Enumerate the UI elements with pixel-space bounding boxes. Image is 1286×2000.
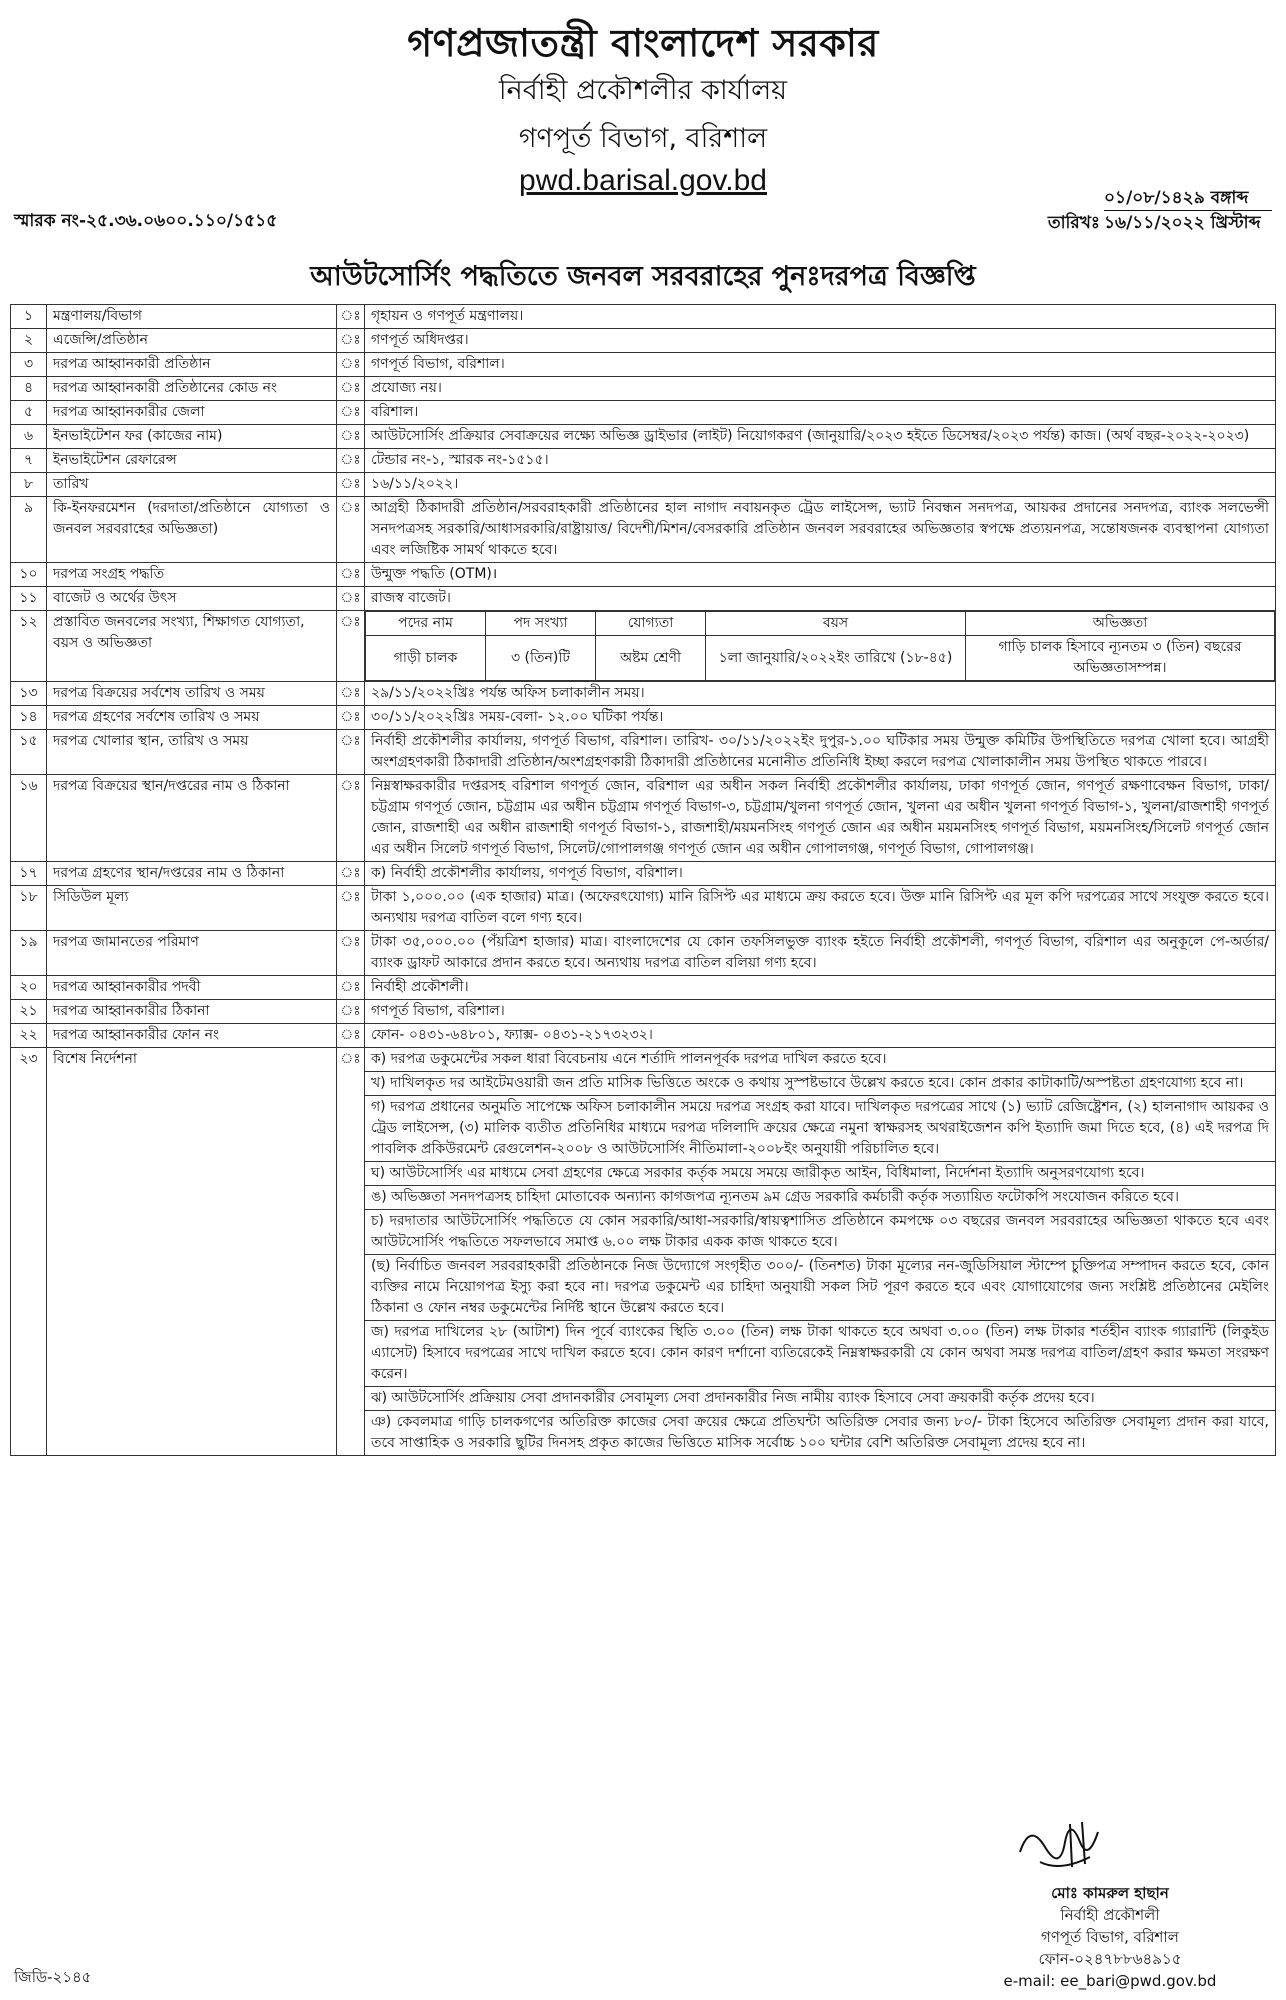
row-value: গৃহায়ন ও গণপূর্ত মন্ত্রণালয়। bbox=[365, 305, 1276, 329]
row-label: মন্ত্রণালয়/বিভাগ bbox=[47, 305, 337, 329]
header-qualification: যোগ্যতা bbox=[596, 612, 706, 636]
row-colon: ঃ bbox=[337, 401, 365, 425]
row-value: উন্মুক্ত পদ্ধতি (OTM)। bbox=[365, 563, 1276, 587]
row-value: নির্বাহী প্রকৌশলী। bbox=[365, 976, 1276, 1000]
row-label: তারিখ bbox=[47, 473, 337, 497]
instruction-item: ঞ) কেবলমাত্র গাড়ি চালকগণের অতিরিক্ত কাজের সেবা ক্রয়ের ক্ষেত্রে প্রতিঘন্টা অতিরিক্ত সেবার জন্য ৮০/- টাকা হিসেবে অতিরিক্ত সেবামূল্য প্রদান করা যাবে, তবে সাপ্তাহিক ও সরকারি ছুটির দিনসহ প্রকৃত কাজের ভিত্তিতে মাসিক সর্বোচ্চ ১০০ ঘন্টার বেশি অতিরিক্ত সেবামূল্য প্রদেয় হবে না। bbox=[371, 1414, 1269, 1451]
table-row bbox=[11, 305, 1276, 329]
table-row bbox=[11, 1024, 1276, 1048]
row-value: ক) নির্বাহী প্রকৌশলীর কার্যালয়, গণপূর্ত বিভাগ, বরিশাল। bbox=[365, 862, 1276, 886]
row-value: গণপূর্ত অধিদপ্তর। bbox=[365, 329, 1276, 353]
row-number: ৮ bbox=[11, 473, 47, 497]
row-colon: ঃ bbox=[337, 730, 365, 775]
row-label: দরপত্র আহ্বানকারীর পদবী bbox=[47, 976, 337, 1000]
row-label: প্রস্তাবিত জনবলের সংখ্যা, শিক্ষাগত যোগ্যতা, বয়স ও অভিজ্ঞতা bbox=[47, 611, 337, 682]
row-value: ৩০/১১/২০২২খ্রিঃ সময়-বেলা- ১২.০০ ঘটিকা পর্যন্ত। bbox=[365, 706, 1276, 730]
row-number: ২৩ bbox=[11, 1048, 47, 1456]
memo-number: স্মারক নং-২৫.৩৬.০৬০০.১১০/১৫১৫ bbox=[14, 211, 278, 231]
website-link[interactable]: pwd.barisal.gov.bd bbox=[519, 164, 767, 197]
row-colon: ঃ bbox=[337, 449, 365, 473]
row-label: ইনভাইটেশন রেফারেন্স bbox=[47, 449, 337, 473]
row-number: ৭ bbox=[11, 449, 47, 473]
row-value: টাকা ১,০০০.০০ (এক হাজার) মাত্র। (অফেরৎযোগ্য) মানি রিসিপ্ট এর মাধ্যমে ক্রয় করতে হবে। উক্ত মানি রিসিপ্ট এর মূল কপি দরপত্রের সাথে সংযুক্ত করতে হবে। অন্যথায় দরপত্র বাতিল বলে গণ্য হবে। bbox=[365, 886, 1276, 931]
row-label: দরপত্র আহ্বানকারী প্রতিষ্ঠানের কোড নং bbox=[47, 377, 337, 401]
row-label: কি-ইনফরমেশন (দরদাতা/প্রতিষ্ঠানে যোগ্যতা ও জনবল সরবরাহের অভিজ্ঞতা) bbox=[47, 497, 337, 563]
special-instructions bbox=[365, 1048, 1276, 1456]
row-number: ১২ bbox=[11, 611, 47, 682]
government-title: গণপ্রজাতন্ত্রী বাংলাদেশ সরকার bbox=[407, 21, 879, 65]
row-label: দরপত্র আহ্বানকারী প্রতিষ্ঠান bbox=[47, 353, 337, 377]
row-label: ইনভাইটেশন ফর (কাজের নাম) bbox=[47, 425, 337, 449]
manpower-header-row bbox=[366, 612, 1275, 636]
row-colon: ঃ bbox=[337, 587, 365, 611]
signatory-phone: ফোন-০২৪৭৮৮৬৪৯১৫ bbox=[1038, 1950, 1182, 1968]
signatory-name: মোঃ কামরুল হাছান bbox=[1051, 1884, 1169, 1902]
table-row bbox=[11, 682, 1276, 706]
gd-number: জিডি-২১৪৫ bbox=[14, 1968, 92, 1986]
instruction-item: (ছ) নির্বাচিত জনবল সরবরাহকারী প্রতিষ্ঠানকে নিজ উদ্যোগে সংগৃহীত ৩০০/- (তিনশত) টাকা মূল্যের নন-জুডিসিয়াল স্টাম্পে চুক্তিপত্র সম্পাদন করতে হবে, কোন ব্যক্তির নামে নিয়োগপত্র ইস্যু করা হবে না। দরপত্র ডকুমেন্ট এর চাহিদা অনুযায়ী সকল সিট পূরণ করতে হবে এবং যোগাযোগের জন্য সংশ্লিষ্ট প্রতিষ্ঠানের মেইলিং ঠিকানা ও ফোন নম্বর ডকুমেন্টের নির্দিষ্ট স্থানে উল্লেখ করতে হবে। bbox=[365, 1255, 1275, 1321]
table-row-12 bbox=[11, 611, 1276, 682]
row-colon: ঃ bbox=[337, 862, 365, 886]
row-value: রাজস্ব বাজেট। bbox=[365, 587, 1276, 611]
row-label: বাজেট ও অর্থের উৎস bbox=[47, 587, 337, 611]
row-number: ১১ bbox=[11, 587, 47, 611]
row-colon: ঃ bbox=[337, 305, 365, 329]
row-colon: ঃ bbox=[337, 976, 365, 1000]
row-value: নিম্নস্বাক্ষরকারীর দপ্তরসহ বরিশাল গণপূর্ত জোন, বরিশাল এর অধীন সকল নির্বাহী প্রকৌশলীর কার্যালয়, ঢাকা গণপূর্ত জোন, গণপূর্ত রক্ষণাবেক্ষন বিভাগ, ঢাকা/চট্টগ্রাম গণপূর্ত জোন, চট্টগ্রাম এর অধীন চট্টগ্রাম গণপূর্ত বিভাগ-৩, চট্টগ্রাম/খুলনা গণপূর্ত জোন, খুলনা এর অধীন খুলনা গণপূর্ত বিভাগ-১, খুলনা/রাজশাহী গণপূর্ত জোন, রাজশাহী এর অধীন রাজশাহী গণপূর্ত বিভাগ-১, রাজশাহী/ময়মনসিংহ গণপূর্ত জোন এর অধীন ময়মনসিংহ গণপূর্ত বিভাগ, ময়মনসিংহ/সিলেট গণপূর্ত জোন এর অধীন সিলেট গণপূর্ত বিভাগ, সিলেট/গোপালগঞ্জ গণপূর্ত জোন এর অধীন গোপালগঞ্জ, গণপূর্ত বিভাগ, গোপালগঞ্জ। bbox=[365, 775, 1276, 862]
table-row bbox=[11, 886, 1276, 931]
row-colon: ঃ bbox=[337, 682, 365, 706]
row-label: বিশেষ নির্দেশনা bbox=[47, 1048, 337, 1456]
row-value: গণপূর্ত বিভাগ, বরিশাল। bbox=[365, 353, 1276, 377]
row-colon: ঃ bbox=[337, 329, 365, 353]
signatory-email[interactable]: e-mail: ee_bari@pwd.gov.bd bbox=[1003, 1972, 1217, 1990]
table-row bbox=[11, 329, 1276, 353]
table-row bbox=[11, 730, 1276, 775]
row-number: ১৫ bbox=[11, 730, 47, 775]
row-number: ৫ bbox=[11, 401, 47, 425]
office-title: নির্বাহী প্রকৌশলীর কার্যালয় bbox=[498, 75, 788, 106]
row-value: আগ্রহী ঠিকাদারী প্রতিষ্ঠান/সরবরাহকারী প্রতিষ্ঠানের হাল নাগাদ নবায়নকৃত ট্রেড লাইসেন্স, ভ্যাট নিবন্ধন সনদপত্র, আয়কর প্রদানের সনদপত্র, ব্যাংক সলভেন্সী সনদপত্রসহ সরকারি/আধাসরকারি/রাষ্ট্রায়াত্ত/ বিদেশী/মিশন/বেসরকারি প্রতিষ্ঠান জনবল সরবরাহের অভিজ্ঞতার স্বপক্ষে প্রত্যয়নপত্র, সন্তোষজনক ব্যবস্থাপনা যোগ্যতা এবং লজিষ্টিক সামর্থ থাকতে হবে। bbox=[365, 497, 1276, 563]
cell-post-name: গাড়ী চালক bbox=[366, 636, 486, 681]
table-row bbox=[11, 563, 1276, 587]
row-number: ১৪ bbox=[11, 706, 47, 730]
row-label: দরপত্র বিক্রয়ের স্থান/দপ্তরের নাম ও ঠিকানা bbox=[47, 775, 337, 862]
header-post-name: পদের নাম bbox=[366, 612, 486, 636]
row-colon: ঃ bbox=[337, 886, 365, 931]
cell-qualification: অষ্টম শ্রেণী bbox=[596, 636, 706, 681]
row-colon: ঃ bbox=[337, 611, 365, 682]
row-label: দরপত্র আহ্বানকারীর ঠিকানা bbox=[47, 1000, 337, 1024]
signatory-office: গণপূর্ত বিভাগ, বরিশাল bbox=[1041, 1928, 1179, 1946]
row-colon: ঃ bbox=[337, 1048, 365, 1456]
row-colon: ঃ bbox=[337, 377, 365, 401]
row-number: ২ bbox=[11, 329, 47, 353]
signature-icon bbox=[1010, 1812, 1110, 1882]
tender-details-table bbox=[10, 304, 1276, 1456]
row-number: ১০ bbox=[11, 563, 47, 587]
table-row bbox=[11, 473, 1276, 497]
row-value: টাকা ৩৫,০০০.০০ (পঁয়ত্রিশ হাজার) মাত্র। বাংলাদেশের যে কোন তফসিলভুক্ত ব্যাংক হইতে নির্বাহী প্রকৌশলী, গণপূর্ত বিভাগ, বরিশাল এর অনুকূলে পে-অর্ডার/ব্যাংক ড্রাফট আকারে প্রদান করতে হবে। অন্যথায় দরপত্র বাতিল বলিয়া গণ্য হবে। bbox=[365, 931, 1276, 976]
date-label: তারিখঃ bbox=[1047, 213, 1100, 233]
row-value: ১৬/১১/২০২২। bbox=[365, 473, 1276, 497]
row-value: গণপূর্ত বিভাগ, বরিশাল। bbox=[365, 1000, 1276, 1024]
division-title: গণপূর্ত বিভাগ, বরিশাল bbox=[518, 123, 768, 154]
table-row bbox=[11, 862, 1276, 886]
instruction-item: ক) দরপত্র ডকুমেন্টের সকল ধারা বিবেচনায় এনে শর্তাদি পালনপূর্বক দরপত্র দাখিল করতে হবে। bbox=[365, 1048, 1275, 1072]
instruction-item: খ) দাখিলকৃত দর আইটেমওয়ারী জন প্রতি মাসিক ভিত্তিতে অংকে ও কথায় সুস্পষ্টভাবে উল্লেখ করতে হবে। কোন প্রকার কাটাকাটি/অস্পষ্টতা গ্রহণযোগ্য হবে না। bbox=[365, 1072, 1275, 1096]
row-number: ১৭ bbox=[11, 862, 47, 886]
table-row bbox=[11, 353, 1276, 377]
table-row bbox=[11, 706, 1276, 730]
row-value: প্রযোজ্য নয়। bbox=[365, 377, 1276, 401]
table-row-23 bbox=[11, 1048, 1276, 1456]
row-value: ফোন- ০৪৩১-৬৪৮০১, ফ্যাক্স- ০৪৩১-২১৭৩২৩২। bbox=[365, 1024, 1276, 1048]
row-number: ১৬ bbox=[11, 775, 47, 862]
row-colon: ঃ bbox=[337, 706, 365, 730]
table-row bbox=[11, 401, 1276, 425]
row-label: দরপত্র গ্রহণের স্থান/দপ্তরের নাম ও ঠিকানা bbox=[47, 862, 337, 886]
signature-block bbox=[960, 1882, 1260, 1992]
row-number: ২২ bbox=[11, 1024, 47, 1048]
table-row bbox=[11, 377, 1276, 401]
cell-post-count: ৩ (তিন)টি bbox=[486, 636, 596, 681]
row-colon: ঃ bbox=[337, 563, 365, 587]
row-colon: ঃ bbox=[337, 353, 365, 377]
row-value: ২৯/১১/২০২২খ্রিঃ পর্যন্ত অফিস চলাকালীন সময়। bbox=[365, 682, 1276, 706]
header-experience: অভিজ্ঞতা bbox=[966, 612, 1275, 636]
cell-experience: গাড়ি চালক হিসাবে ন্যূনতম ৩ (তিন) বছরের অভিজ্ঞতাসম্পন্ন। bbox=[966, 636, 1275, 681]
table-row bbox=[11, 931, 1276, 976]
row-label: দরপত্র আহ্বানকারীর জেলা bbox=[47, 401, 337, 425]
date-english: ১৬/১১/২০২২ খ্রিস্টাব্দ bbox=[1104, 213, 1261, 233]
table-row bbox=[11, 587, 1276, 611]
row-label: দরপত্র আহ্বানকারীর ফোন নং bbox=[47, 1024, 337, 1048]
manpower-data-row bbox=[366, 636, 1275, 681]
row-label: দরপত্র গ্রহণের সর্বশেষ তারিখ ও সময় bbox=[47, 706, 337, 730]
row-label: সিডিউল মূল্য bbox=[47, 886, 337, 931]
table-row bbox=[11, 497, 1276, 563]
cell-age: ১লা জানুয়ারি/২০২২ইং তারিখে (১৮-৪৫) bbox=[706, 636, 966, 681]
table-row bbox=[11, 1000, 1276, 1024]
header-age: বয়স bbox=[706, 612, 966, 636]
row-colon: ঃ bbox=[337, 1024, 365, 1048]
row-colon: ঃ bbox=[337, 497, 365, 563]
manpower-table-cell bbox=[365, 611, 1276, 682]
row-number: ১৮ bbox=[11, 886, 47, 931]
row-colon: ঃ bbox=[337, 1000, 365, 1024]
row-colon: ঃ bbox=[337, 473, 365, 497]
row-number: ৬ bbox=[11, 425, 47, 449]
row-label: এজেন্সি/প্রতিষ্ঠান bbox=[47, 329, 337, 353]
table-row bbox=[11, 775, 1276, 862]
row-value: আউটসোর্সিং প্রক্রিয়ার সেবাক্রয়ের লক্ষ্যে অভিজ্ঞ ড্রাইভার (লাইট) নিয়োগকরণ (জানুয়ারি/২০২৩ হইতে ডিসেম্বর/২০২৩ পর্যন্ত) কাজ। (অর্থ বছর-২০২২-২০২৩) bbox=[365, 425, 1276, 449]
row-colon: ঃ bbox=[337, 775, 365, 862]
row-number: ২০ bbox=[11, 976, 47, 1000]
row-label: দরপত্র সংগ্রহ পদ্ধতি bbox=[47, 563, 337, 587]
table-row bbox=[11, 425, 1276, 449]
header-post-count: পদ সংখ্যা bbox=[486, 612, 596, 636]
row-number: ১৯ bbox=[11, 931, 47, 976]
instruction-item: জ) দরপত্র দাখিলের ২৮ (আটাশ) দিন পূর্বে ব্যাংকের স্থিতি ৩.০০ (তিন) লক্ষ টাকা থাকতে হবে অথবা ৩.০০ (তিন) লক্ষ টাকার শর্তহীন ব্যাংক গ্যারান্টি (লিকুইড এ্যাসেট) হিসাবে দরপত্রের সাথে দাখিল করতে হবে। কোন কারণ দর্শানো ব্যতিরেকেই নিম্নস্বাক্ষরকারী যে কোন অথবা সমস্ত দরপত্র বাতিল/গ্রহণ করার ক্ষমতা সংরক্ষণ করেন। bbox=[365, 1321, 1275, 1387]
row-value: টেন্ডার নং-১, স্মারক নং-১৫১৫। bbox=[365, 449, 1276, 473]
instruction-item: চ) দরদাতার আউটসোর্সিং পদ্ধতিতে যে কোন সরকারি/আধা-সরকারি/স্বায়ত্বশাসিত প্রতিষ্ঠানে কমপক্ষে ০৩ বছরের জনবল সরবরাহের অভিজ্ঞতা থাকতে হবে এবং আউটসোর্সিং পদ্ধতিতে সফলভাবে সমাপ্ত ৬.০০ লক্ষ টাকার একক কাজ থাকতে হবে। bbox=[365, 1210, 1275, 1255]
instruction-item: গ) দরপত্র প্রধানের অনুমতি সাপেক্ষে অফিস চলাকালীন সময়ে দরপত্র সংগ্রহ করা যাবে। দাখিলকৃত দরপত্রের সাথে (১) ভ্যাট রেজিষ্ট্রেশন, (২) হালনাগাদ আয়কর ও ট্রেড লাইসেন্স, (৩) মালিক ব্যতীত প্রতিনিধির মাধ্যমে দরপত্র দলিলাদি ক্রয়ের ক্ষেত্রে নমুনা স্বাক্ষরসহ অথরাইজেশন কপি ইত্যাদি জমা দিতে হবে, (৪) এই দরপত্র দি পাবলিক প্রকিউরমেন্ট রেগুলেশন-২০০৮ ও আউটসোর্সিং নীতিমালা-২০০৮ইং অনুযায়ী পরিচালিত হবে। bbox=[365, 1096, 1275, 1162]
row-label: দরপত্র বিক্রয়ের সর্বশেষ তারিখ ও সময় bbox=[47, 682, 337, 706]
row-colon: ঃ bbox=[337, 425, 365, 449]
row-number: ১৩ bbox=[11, 682, 47, 706]
table-row bbox=[11, 449, 1276, 473]
row-label: দরপত্র খোলার স্থান, তারিখ ও সময় bbox=[47, 730, 337, 775]
signatory-designation: নির্বাহী প্রকৌশলী bbox=[1060, 1906, 1160, 1924]
row-value: নির্বাহী প্রকৌশলীর কার্যালয়, গণপূর্ত বিভাগ, বরিশাল। তারিখ- ৩০/১১/২০২২ইং দুপুর-১.০০ ঘটিকার সময় উন্মুক্ত কমিটির উপস্থিতিতে দরপত্র খোলা হবে। আগ্রহী অংশগ্রহণকারী ঠিকাদারী প্রতিষ্ঠান/অংশগ্রহণকারী ঠিকাদারী প্রতিষ্ঠানের মনোনীত প্রতিনিধি ইচ্ছা করলে দরপত্র খোলাকালীন সময় উপস্থিত থাকতে পারবে। bbox=[365, 730, 1276, 775]
row-number: ৪ bbox=[11, 377, 47, 401]
date-bangla: ০১/০৮/১৪২৯ বঙ্গাব্দ bbox=[1104, 186, 1272, 211]
row-colon: ঃ bbox=[337, 931, 365, 976]
instruction-item: ঝ) আউটসোর্সিং প্রক্রিয়ায় সেবা প্রদানকারীর সেবামূল্য সেবা প্রদানকারীর নিজ নামীয় ব্যাংক হিসাবে সেবা ক্রয়কারী কর্তৃক প্রদেয় হবে। bbox=[365, 1387, 1275, 1411]
row-number: ১ bbox=[11, 305, 47, 329]
instruction-item: ঙ) অভিজ্ঞতা সনদপত্রসহ চাহিদা মোতাবেক অন্যান্য কাগজপত্র ন্যূনতম ৯ম গ্রেড সরকারি কর্মচারী কর্তৃক সত্যায়িত ফটোকপি সংযোজন করিতে হবে। bbox=[365, 1186, 1275, 1210]
notice-subject: আউটসোর্সিং পদ্ধতিতে জনবল সরবরাহের পুনঃদরপত্র বিজ্ঞপ্তি bbox=[310, 261, 976, 292]
table-row bbox=[11, 976, 1276, 1000]
row-number: ৩ bbox=[11, 353, 47, 377]
row-value: বরিশাল। bbox=[365, 401, 1276, 425]
date-block bbox=[1047, 186, 1272, 235]
row-number: ৯ bbox=[11, 497, 47, 563]
row-label: দরপত্র জামানতের পরিমাণ bbox=[47, 931, 337, 976]
row-number: ২১ bbox=[11, 1000, 47, 1024]
instruction-item: ঘ) আউটসোর্সিং এর মাধ্যমে সেবা গ্রহণের ক্ষেত্রে সরকার কর্তৃক সময়ে সময়ে জারীকৃত আইন, বিধিমালা, নির্দেশনা ইত্যাদি অনুসরণযোগ্য হবে। bbox=[365, 1162, 1275, 1186]
manpower-table bbox=[365, 611, 1275, 681]
